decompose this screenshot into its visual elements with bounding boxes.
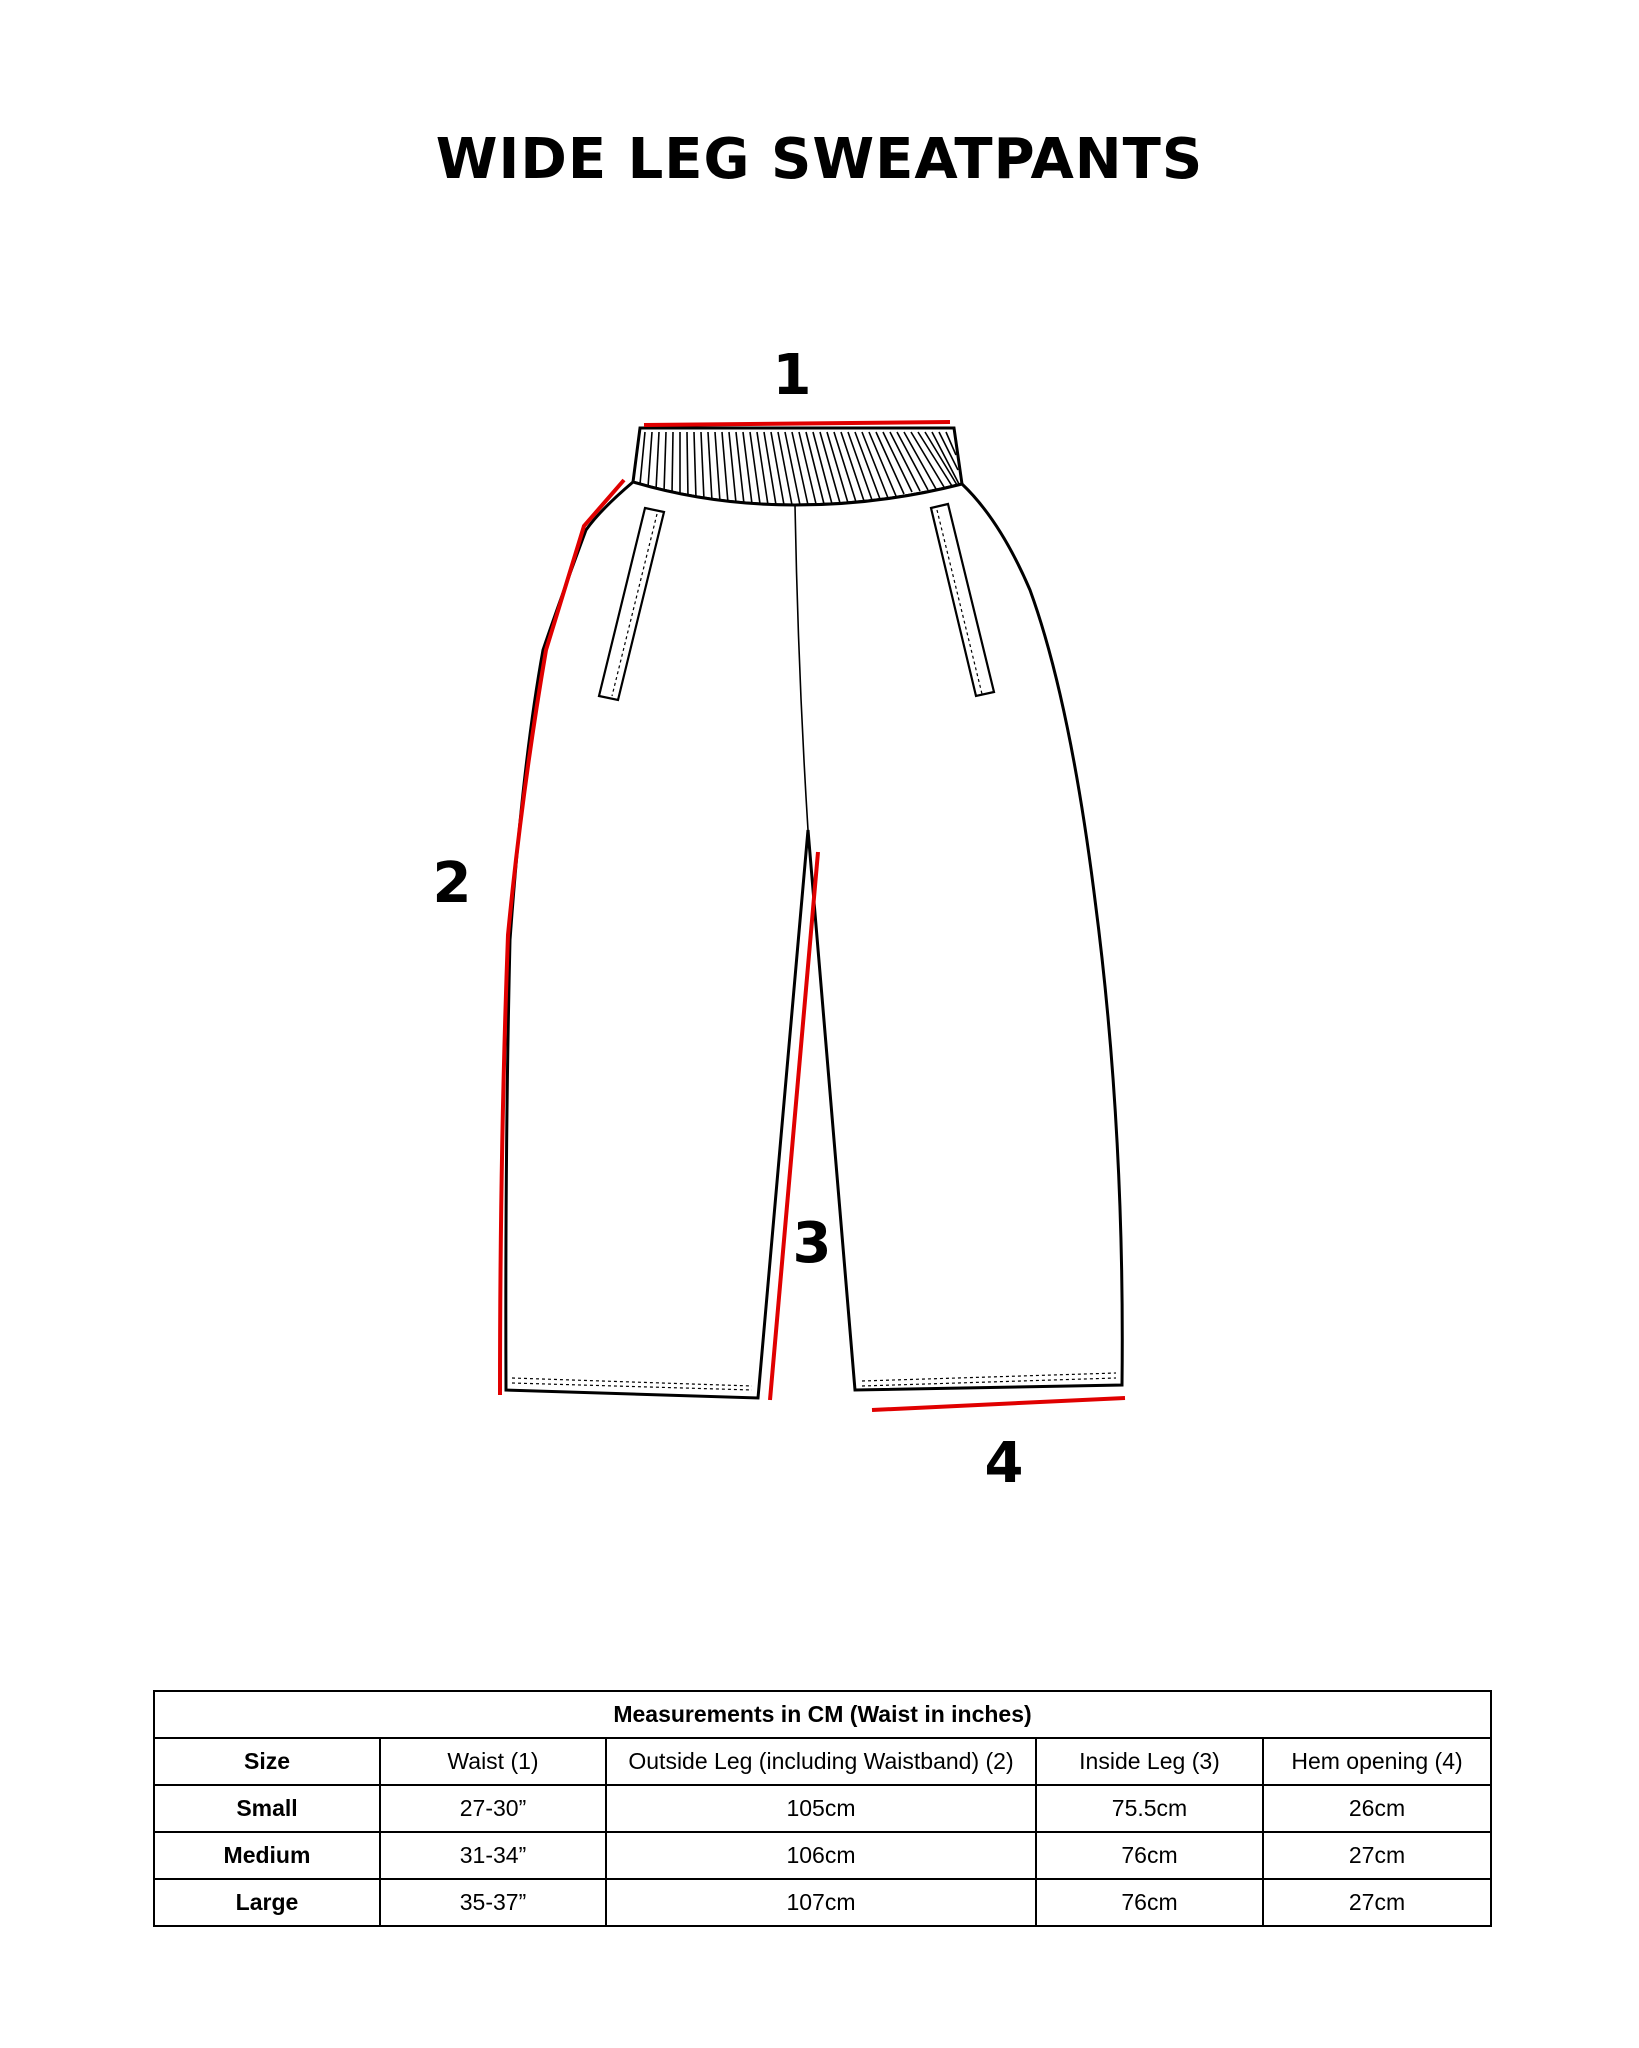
header-outside-leg: Outside Leg (including Waistband) (2) (606, 1738, 1036, 1785)
cell-waist: 31-34” (380, 1832, 606, 1879)
cell-inside-leg: 76cm (1036, 1832, 1263, 1879)
size-table-container (153, 1690, 1490, 1927)
table-row (154, 1785, 1491, 1832)
header-hem-opening: Hem opening (4) (1263, 1738, 1491, 1785)
callout-2: 2 (432, 851, 472, 916)
cell-outside-leg: 105cm (606, 1785, 1036, 1832)
hem-measure-line (872, 1398, 1125, 1410)
cell-hem-opening: 27cm (1263, 1879, 1491, 1926)
table-row (154, 1879, 1491, 1926)
size-table (153, 1690, 1492, 1927)
cell-inside-leg: 75.5cm (1036, 1785, 1263, 1832)
cell-size: Large (154, 1879, 380, 1926)
header-size: Size (154, 1738, 380, 1785)
cell-waist: 35-37” (380, 1879, 606, 1926)
page-title: WIDE LEG SWEATPANTS (435, 127, 1204, 192)
callout-4: 4 (984, 1431, 1024, 1496)
cell-waist: 27-30” (380, 1785, 606, 1832)
header-waist: Waist (1) (380, 1738, 606, 1785)
callout-3: 3 (792, 1211, 832, 1276)
cell-inside-leg: 76cm (1036, 1879, 1263, 1926)
cell-outside-leg: 106cm (606, 1832, 1036, 1879)
callout-1: 1 (772, 343, 812, 408)
table-caption: Measurements in CM (Waist in inches) (154, 1691, 1491, 1738)
cell-size: Small (154, 1785, 380, 1832)
table-header-row (154, 1738, 1491, 1785)
cell-hem-opening: 26cm (1263, 1785, 1491, 1832)
cell-size: Medium (154, 1832, 380, 1879)
header-inside-leg: Inside Leg (3) (1036, 1738, 1263, 1785)
table-caption-row (154, 1691, 1491, 1738)
waist-measure-line (644, 422, 950, 425)
table-row (154, 1832, 1491, 1879)
cell-hem-opening: 27cm (1263, 1832, 1491, 1879)
cell-outside-leg: 107cm (606, 1879, 1036, 1926)
